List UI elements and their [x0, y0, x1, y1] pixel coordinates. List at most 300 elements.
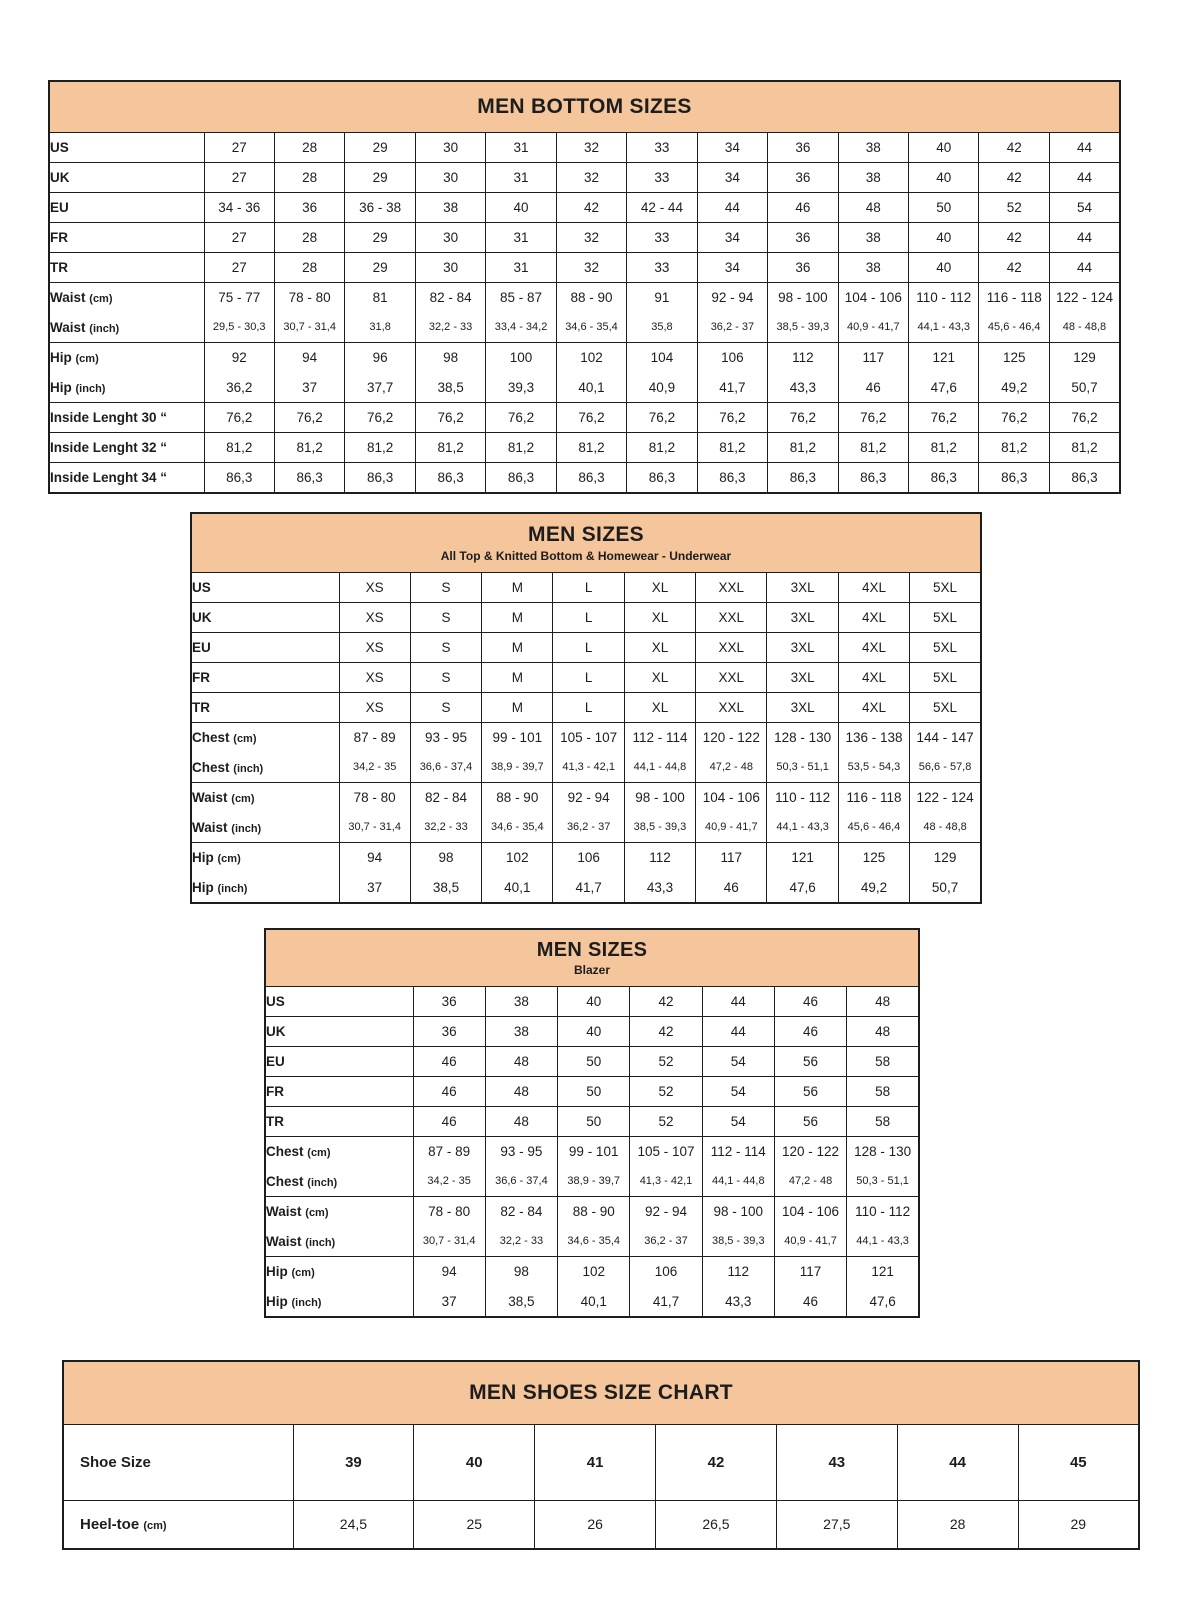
- value-cell: 76,2: [768, 403, 838, 433]
- value-cell: 40,1: [558, 1287, 630, 1317]
- value-cell: 117: [774, 1257, 846, 1287]
- value-cell: 104 - 106: [774, 1197, 846, 1227]
- value-cell: 38: [415, 193, 485, 223]
- value-cell: 44: [702, 1017, 774, 1047]
- value-cell: 47,6: [909, 373, 979, 403]
- value-cell: 40: [909, 253, 979, 283]
- value-cell: 76,2: [697, 403, 767, 433]
- value-cell: 37: [413, 1287, 485, 1317]
- table-row: [265, 1227, 919, 1257]
- row-header-cell: [49, 253, 204, 283]
- value-cell: 117: [696, 843, 767, 873]
- men-sizes-blazer-subtitle: Blazer: [573, 963, 611, 977]
- value-cell: 44: [1049, 133, 1120, 163]
- row-label-unit: (cm): [75, 353, 99, 366]
- value-cell: 44: [1049, 253, 1120, 283]
- value-cell: 122 - 124: [910, 783, 981, 813]
- value-cell: 44: [1049, 223, 1120, 253]
- row-label-unit: (cm): [307, 1147, 331, 1160]
- value-cell: 38: [838, 223, 908, 253]
- value-cell: 28: [274, 253, 344, 283]
- value-cell: 3XL: [767, 633, 838, 663]
- value-cell: 86,3: [486, 463, 556, 493]
- value-cell: L: [553, 603, 624, 633]
- value-cell: 31: [486, 223, 556, 253]
- value-cell: 44: [697, 193, 767, 223]
- value-cell: 34,6 - 35,4: [558, 1227, 630, 1257]
- value-cell: XL: [624, 633, 695, 663]
- value-cell: 31: [486, 163, 556, 193]
- value-cell: 45,6 - 46,4: [979, 313, 1049, 343]
- value-cell: XXL: [696, 663, 767, 693]
- row-header-cell: [191, 663, 339, 693]
- value-cell: 76,2: [345, 403, 415, 433]
- value-cell: 47,6: [767, 873, 838, 903]
- value-cell: 52: [630, 1077, 702, 1107]
- value-cell: 30,7 - 31,4: [413, 1227, 485, 1257]
- value-cell: 121: [847, 1257, 919, 1287]
- row-label: Inside Lenght 34 “: [50, 469, 168, 485]
- value-cell: 3XL: [767, 663, 838, 693]
- row-header-cell: [49, 433, 204, 463]
- value-cell: 32: [556, 163, 626, 193]
- value-cell: 98: [410, 843, 481, 873]
- value-cell: S: [410, 633, 481, 663]
- value-cell: 92 - 94: [697, 283, 767, 313]
- value-cell: 40: [558, 987, 630, 1017]
- value-cell: 128 - 130: [767, 723, 838, 753]
- row-header-cell: [191, 693, 339, 723]
- row-label: Waist: [50, 319, 86, 335]
- value-cell: 38: [838, 253, 908, 283]
- value-cell: 112 - 114: [702, 1137, 774, 1167]
- value-cell: 32,2 - 33: [485, 1227, 557, 1257]
- value-cell: 50,3 - 51,1: [767, 753, 838, 783]
- value-cell: 125: [979, 343, 1049, 373]
- row-label: Waist: [266, 1204, 302, 1220]
- value-cell: 44,1 - 44,8: [624, 753, 695, 783]
- table-row: [265, 1167, 919, 1197]
- value-cell: 121: [909, 343, 979, 373]
- value-cell: M: [482, 633, 553, 663]
- row-header-cell: [191, 783, 339, 813]
- value-cell: 47,6: [847, 1287, 919, 1317]
- value-cell: 94: [339, 843, 410, 873]
- value-cell: 76,2: [556, 403, 626, 433]
- row-label-unit: (inch): [217, 882, 248, 895]
- value-cell: 40,9 - 41,7: [696, 813, 767, 843]
- value-cell: M: [482, 693, 553, 723]
- row-header-cell: [63, 1501, 293, 1549]
- men-bottom-sizes-table: [48, 80, 1121, 494]
- value-cell: XL: [624, 603, 695, 633]
- value-cell: 39: [293, 1425, 414, 1501]
- table-row: [49, 463, 1120, 493]
- value-cell: 43: [776, 1425, 897, 1501]
- row-label: TR: [50, 260, 68, 275]
- value-cell: 33: [627, 223, 697, 253]
- value-cell: 54: [702, 1107, 774, 1137]
- row-header-cell: [265, 1227, 413, 1257]
- row-header-cell: [49, 343, 204, 373]
- value-cell: 46: [774, 1287, 846, 1317]
- value-cell: 32,2 - 33: [415, 313, 485, 343]
- value-cell: 42: [630, 987, 702, 1017]
- value-cell: 36: [768, 163, 838, 193]
- value-cell: 38,5: [410, 873, 481, 903]
- table-row: [265, 1077, 919, 1107]
- value-cell: 32: [556, 223, 626, 253]
- value-cell: 36,2 - 37: [553, 813, 624, 843]
- row-label-unit: (inch): [89, 322, 120, 335]
- value-cell: 99 - 101: [558, 1137, 630, 1167]
- row-header-cell: [191, 813, 339, 843]
- value-cell: 41,7: [697, 373, 767, 403]
- row-label-unit: (inch): [305, 1236, 336, 1249]
- row-label: Chest: [266, 1144, 304, 1160]
- value-cell: 33: [627, 163, 697, 193]
- value-cell: M: [482, 663, 553, 693]
- row-header-cell: [265, 1017, 413, 1047]
- value-cell: 76,2: [1049, 403, 1120, 433]
- value-cell: 98 - 100: [702, 1197, 774, 1227]
- value-cell: 43,3: [768, 373, 838, 403]
- value-cell: 45: [1018, 1425, 1139, 1501]
- value-cell: 81,2: [838, 433, 908, 463]
- men-sizes-top-title: MEN SIZES: [528, 523, 644, 547]
- value-cell: 38,9 - 39,7: [558, 1167, 630, 1197]
- table-row: [191, 663, 981, 693]
- row-label-unit: (cm): [231, 793, 255, 806]
- value-cell: 3XL: [767, 573, 838, 603]
- row-label: Hip: [266, 1264, 288, 1280]
- men-sizes-blazer-title: MEN SIZES: [536, 939, 648, 961]
- value-cell: 34: [697, 253, 767, 283]
- value-cell: 5XL: [910, 663, 981, 693]
- value-cell: 94: [413, 1257, 485, 1287]
- value-cell: 88 - 90: [482, 783, 553, 813]
- value-cell: 46: [413, 1047, 485, 1077]
- value-cell: 4XL: [838, 603, 909, 633]
- value-cell: 25: [414, 1501, 535, 1549]
- value-cell: 27: [204, 253, 274, 283]
- value-cell: 46: [774, 987, 846, 1017]
- value-cell: 81,2: [697, 433, 767, 463]
- value-cell: 76,2: [415, 403, 485, 433]
- value-cell: 40: [909, 133, 979, 163]
- row-label-unit: (cm): [89, 293, 113, 306]
- value-cell: XL: [624, 693, 695, 723]
- value-cell: 56: [774, 1107, 846, 1137]
- value-cell: 41,7: [553, 873, 624, 903]
- table-row: [49, 283, 1120, 313]
- value-cell: 30: [415, 253, 485, 283]
- men-sizes-blazer-section: [264, 928, 920, 1318]
- value-cell: 31: [486, 253, 556, 283]
- value-cell: 28: [897, 1501, 1018, 1549]
- value-cell: 41: [535, 1425, 656, 1501]
- table-row: [49, 163, 1120, 193]
- men-sizes-top-table: [190, 512, 982, 904]
- value-cell: 45,6 - 46,4: [838, 813, 909, 843]
- value-cell: 81,2: [204, 433, 274, 463]
- value-cell: 78 - 80: [274, 283, 344, 313]
- value-cell: 37: [339, 873, 410, 903]
- table-row: [191, 693, 981, 723]
- row-label-unit: (cm): [233, 733, 257, 746]
- value-cell: 24,5: [293, 1501, 414, 1549]
- value-cell: 5XL: [910, 693, 981, 723]
- row-label: Heel-toe: [80, 1515, 140, 1533]
- value-cell: 30: [415, 163, 485, 193]
- value-cell: 38: [838, 163, 908, 193]
- row-header-cell: [63, 1425, 293, 1501]
- value-cell: 122 - 124: [1049, 283, 1120, 313]
- value-cell: 48: [847, 987, 919, 1017]
- value-cell: 81: [345, 283, 415, 313]
- row-label: Hip: [266, 1293, 288, 1309]
- value-cell: 94: [274, 343, 344, 373]
- value-cell: 38,5 - 39,3: [768, 313, 838, 343]
- value-cell: 86,3: [415, 463, 485, 493]
- table-row: [49, 193, 1120, 223]
- table-row: [191, 723, 981, 753]
- row-header-cell: [265, 1107, 413, 1137]
- value-cell: 31,8: [345, 313, 415, 343]
- value-cell: 50,3 - 51,1: [847, 1167, 919, 1197]
- value-cell: S: [410, 603, 481, 633]
- men-bottom-sizes-title: MEN BOTTOM SIZES: [477, 94, 692, 118]
- row-label-unit: (inch): [291, 1296, 322, 1309]
- value-cell: 36,6 - 37,4: [485, 1167, 557, 1197]
- row-label: Hip: [50, 350, 72, 366]
- value-cell: 34,6 - 35,4: [482, 813, 553, 843]
- value-cell: 87 - 89: [413, 1137, 485, 1167]
- value-cell: 125: [838, 843, 909, 873]
- value-cell: 100: [486, 343, 556, 373]
- table-row: [191, 753, 981, 783]
- value-cell: 42: [630, 1017, 702, 1047]
- value-cell: 38: [838, 133, 908, 163]
- value-cell: 33: [627, 253, 697, 283]
- value-cell: 42 - 44: [627, 193, 697, 223]
- value-cell: 93 - 95: [485, 1137, 557, 1167]
- row-label-unit: (cm): [217, 853, 241, 866]
- row-header-cell: [265, 1047, 413, 1077]
- row-label: FR: [192, 670, 210, 685]
- value-cell: 53,5 - 54,3: [838, 753, 909, 783]
- men-shoes-size-chart-table: [62, 1360, 1140, 1550]
- row-header-cell: [49, 283, 204, 313]
- value-cell: 106: [697, 343, 767, 373]
- value-cell: 36,2 - 37: [697, 313, 767, 343]
- table-row: [265, 1257, 919, 1287]
- row-header-cell: [49, 133, 204, 163]
- value-cell: 128 - 130: [847, 1137, 919, 1167]
- value-cell: 38,5: [415, 373, 485, 403]
- table-row: [49, 133, 1120, 163]
- value-cell: 82 - 84: [410, 783, 481, 813]
- value-cell: 82 - 84: [415, 283, 485, 313]
- row-header-cell: [191, 633, 339, 663]
- value-cell: 104 - 106: [838, 283, 908, 313]
- value-cell: 36: [274, 193, 344, 223]
- value-cell: 41,7: [630, 1287, 702, 1317]
- value-cell: 40,1: [482, 873, 553, 903]
- value-cell: S: [410, 573, 481, 603]
- value-cell: 36 - 38: [345, 193, 415, 223]
- men-shoes-size-chart-section: [62, 1360, 1140, 1550]
- value-cell: 86,3: [838, 463, 908, 493]
- table-row: [49, 313, 1120, 343]
- value-cell: 31: [486, 133, 556, 163]
- value-cell: 112 - 114: [624, 723, 695, 753]
- table-row: [191, 633, 981, 663]
- value-cell: 49,2: [979, 373, 1049, 403]
- row-label-unit: (inch): [307, 1176, 338, 1189]
- value-cell: 4XL: [838, 663, 909, 693]
- table-row: [191, 573, 981, 603]
- value-cell: 102: [556, 343, 626, 373]
- value-cell: 35,8: [627, 313, 697, 343]
- row-header-cell: [49, 403, 204, 433]
- row-label: Shoe Size: [80, 1454, 151, 1471]
- value-cell: 106: [553, 843, 624, 873]
- value-cell: 28: [274, 223, 344, 253]
- row-label: EU: [192, 640, 211, 655]
- value-cell: 58: [847, 1077, 919, 1107]
- row-label-unit: (cm): [305, 1207, 329, 1220]
- value-cell: 81,2: [768, 433, 838, 463]
- value-cell: 26: [535, 1501, 656, 1549]
- value-cell: 30: [415, 223, 485, 253]
- row-label: US: [192, 580, 211, 595]
- value-cell: 44: [1049, 163, 1120, 193]
- value-cell: 41,3 - 42,1: [553, 753, 624, 783]
- row-label: TR: [192, 700, 210, 715]
- row-label: Hip: [50, 379, 72, 395]
- row-label-unit: (cm): [143, 1519, 167, 1532]
- value-cell: 37,7: [345, 373, 415, 403]
- value-cell: 98 - 100: [624, 783, 695, 813]
- row-header-cell: [191, 873, 339, 903]
- value-cell: 4XL: [838, 693, 909, 723]
- value-cell: 86,3: [1049, 463, 1120, 493]
- value-cell: 102: [482, 843, 553, 873]
- value-cell: 120 - 122: [696, 723, 767, 753]
- value-cell: 36: [768, 253, 838, 283]
- value-cell: 46: [696, 873, 767, 903]
- value-cell: 78 - 80: [339, 783, 410, 813]
- table-row: [49, 223, 1120, 253]
- value-cell: 86,3: [768, 463, 838, 493]
- row-header-cell: [265, 987, 413, 1017]
- value-cell: 46: [413, 1107, 485, 1137]
- value-cell: 86,3: [979, 463, 1049, 493]
- value-cell: 144 - 147: [910, 723, 981, 753]
- row-label: TR: [266, 1114, 284, 1129]
- value-cell: 121: [767, 843, 838, 873]
- value-cell: XS: [339, 603, 410, 633]
- row-label: Hip: [192, 850, 214, 866]
- value-cell: 106: [630, 1257, 702, 1287]
- value-cell: 4XL: [838, 573, 909, 603]
- value-cell: 56,6 - 57,8: [910, 753, 981, 783]
- table-row: [265, 1137, 919, 1167]
- value-cell: 129: [910, 843, 981, 873]
- value-cell: 48 - 48,8: [910, 813, 981, 843]
- value-cell: 44,1 - 43,3: [909, 313, 979, 343]
- value-cell: 102: [558, 1257, 630, 1287]
- value-cell: 50: [558, 1107, 630, 1137]
- row-label: EU: [50, 200, 69, 215]
- value-cell: 104: [627, 343, 697, 373]
- table-row: [49, 373, 1120, 403]
- value-cell: 58: [847, 1047, 919, 1077]
- value-cell: 41,3 - 42,1: [630, 1167, 702, 1197]
- value-cell: 46: [413, 1077, 485, 1107]
- value-cell: 50: [558, 1077, 630, 1107]
- value-cell: 29: [1018, 1501, 1139, 1549]
- value-cell: 3XL: [767, 693, 838, 723]
- value-cell: 54: [702, 1047, 774, 1077]
- value-cell: 36: [768, 133, 838, 163]
- value-cell: 81,2: [274, 433, 344, 463]
- value-cell: 47,2 - 48: [696, 753, 767, 783]
- row-label-unit: (inch): [233, 762, 264, 775]
- value-cell: L: [553, 663, 624, 693]
- table-row: [49, 403, 1120, 433]
- value-cell: 29: [345, 163, 415, 193]
- value-cell: 5XL: [910, 603, 981, 633]
- value-cell: 38,5 - 39,3: [624, 813, 695, 843]
- value-cell: M: [482, 603, 553, 633]
- table-row: [191, 843, 981, 873]
- row-label: Inside Lenght 30 “: [50, 410, 168, 425]
- value-cell: 34,6 - 35,4: [556, 313, 626, 343]
- value-cell: 5XL: [910, 633, 981, 663]
- value-cell: 48: [485, 1107, 557, 1137]
- row-header-cell: [191, 603, 339, 633]
- value-cell: 48 - 48,8: [1049, 313, 1120, 343]
- value-cell: 28: [274, 163, 344, 193]
- value-cell: 76,2: [204, 403, 274, 433]
- value-cell: 26,5: [656, 1501, 777, 1549]
- row-label: UK: [192, 610, 212, 625]
- row-label: US: [266, 994, 285, 1009]
- table-row: [49, 343, 1120, 373]
- value-cell: 44,1 - 44,8: [702, 1167, 774, 1197]
- row-label: Waist: [266, 1233, 302, 1249]
- value-cell: 54: [702, 1077, 774, 1107]
- value-cell: 38,5: [485, 1287, 557, 1317]
- value-cell: XS: [339, 693, 410, 723]
- value-cell: 117: [838, 343, 908, 373]
- value-cell: 37: [274, 373, 344, 403]
- value-cell: 40: [909, 223, 979, 253]
- row-header-cell: [265, 1287, 413, 1317]
- value-cell: 112: [768, 343, 838, 373]
- value-cell: XS: [339, 633, 410, 663]
- value-cell: 93 - 95: [410, 723, 481, 753]
- value-cell: 120 - 122: [774, 1137, 846, 1167]
- value-cell: M: [482, 573, 553, 603]
- value-cell: 86,3: [697, 463, 767, 493]
- value-cell: L: [553, 573, 624, 603]
- value-cell: 27: [204, 223, 274, 253]
- value-cell: L: [553, 693, 624, 723]
- row-label: Chest: [192, 759, 230, 775]
